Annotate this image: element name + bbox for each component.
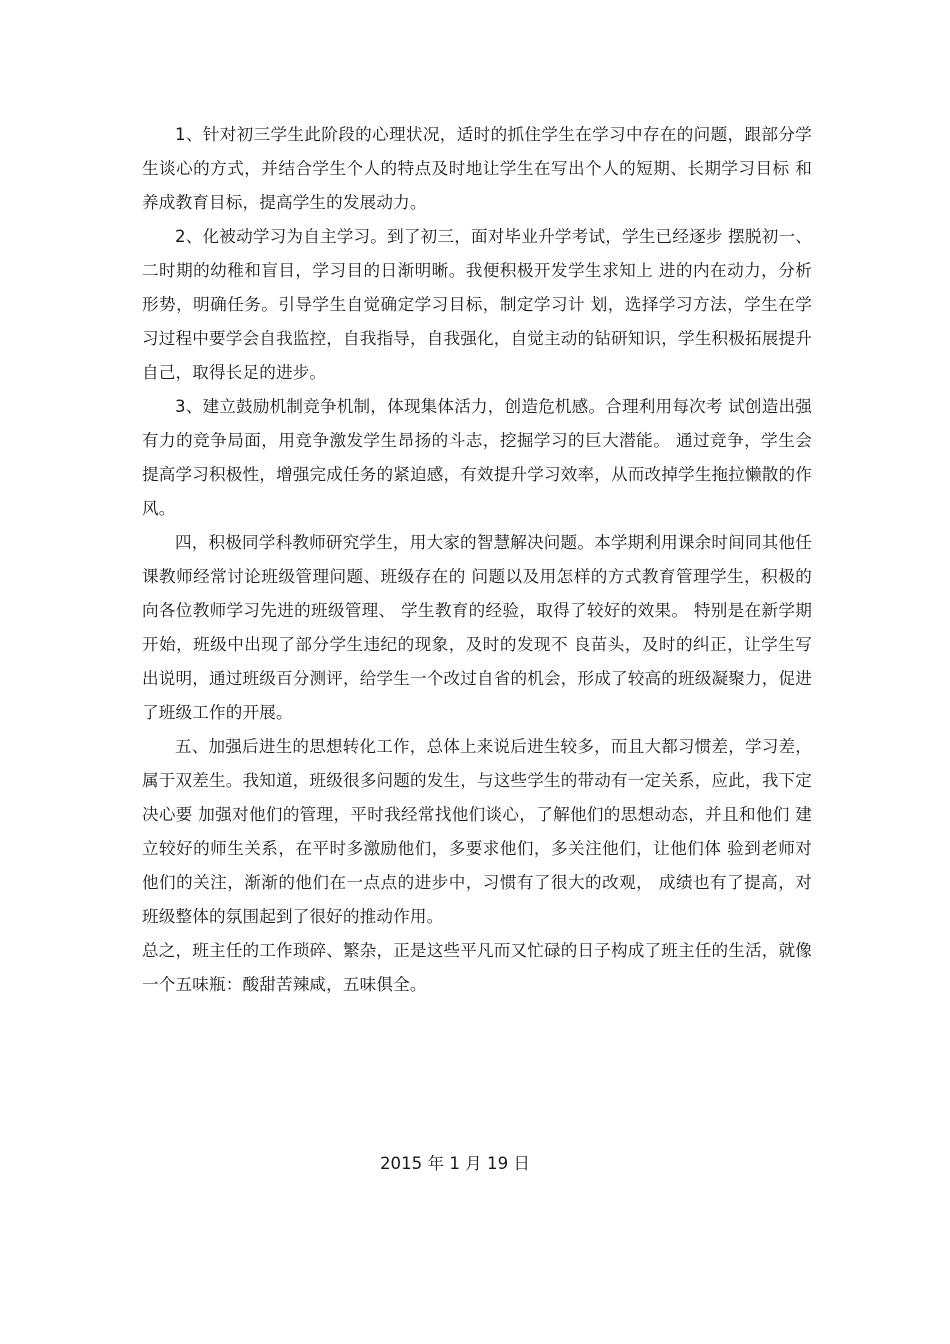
paragraph-1: 1、针对初三学生此阶段的心理状况，适时的抓住学生在学习中存在的问题，跟部分学生谈心的方式，并结合学生个人的特点及时地让学生在写出个人的短期、长期学习目标 和养成教育目标，提高学生的发展动力。 (142, 125, 812, 212)
paragraph-conclusion: 总之，班主任的工作琐碎、繁杂，正是这些平凡而又忙碌的日子构成了班主任的生活，就像一个五味瓶：酸甜苦辣咸，五味俱全。 (142, 941, 812, 994)
paragraph-3: 3、建立鼓励机制竞争机制，体现集体活力，创造危机感。合理利用每次考 试创造出强有力的竞争局面，用竞争激发学生昂扬的斗志，挖掘学习的巨大潜能。 通过竞争，学生会提高学习积极性，增强完成任务的紧迫感，有效提升学习效率，从而改掉学生拖拉懒散的作风。 (142, 397, 812, 518)
paragraph-4: 四，积极同学科教师研究学生，用大家的智慧解决问题。本学期利用课余时间同其他任课教师经常讨论班级管理问题、班级存在的 问题以及用怎样的方式教育管理学生，积极的向各位教师学习先进的班级管理、 学生教育的经验，取得了较好的效果。 特别是在新学期开始，班级中出现了部分学生违纪的现象，及时的发现不 良苗头，及时的纠正，让学生写出说明，通过班级百分测评，给学生一个改过自省的机会，形成了较高的班级凝聚力，促进 了班级工作的开展。 (142, 533, 812, 722)
paragraph-2: 2、化被动学习为自主学习。到了初三，面对毕业升学考试，学生已经逐步 摆脱初一、二时期的幼稚和盲目，学习目的日渐明晰。我便积极开发学生求知上 进的内在动力，分析形势，明确任务。引导学生自觉确定学习目标，制定学习计 划，选择学习方法，学生在学习过程中要学会自我监控，自我指导，自我强化，自觉主动的钻研知识，学生积极拓展提升自己，取得长足的进步。 (142, 227, 812, 382)
document-date (0, 1152, 950, 1176)
paragraph-5: 五、加强后进生的思想转化工作，总体上来说后进生较多，而且大都习惯差，学习差，属于双差生。我知道，班级很多问题的发生，与这些学生的带动有一定关系，应此，我下定决心要 加强对他们的管理，平时我经常找他们谈心，了解他们的思想动态，并且和他们 建立较好的师生关系，在平时多激励他们，多要求他们，多关注他们，让他们体 验到老师对他们的关注，渐渐的他们在一点点的进步中，习惯有了很大的改观， 成绩也有了提高，对班级整体的氛围起到了很好的推动作用。 (142, 737, 812, 926)
document-body (142, 118, 812, 1002)
date-text: 2015 年 1 月 19 日 (379, 1154, 531, 1173)
